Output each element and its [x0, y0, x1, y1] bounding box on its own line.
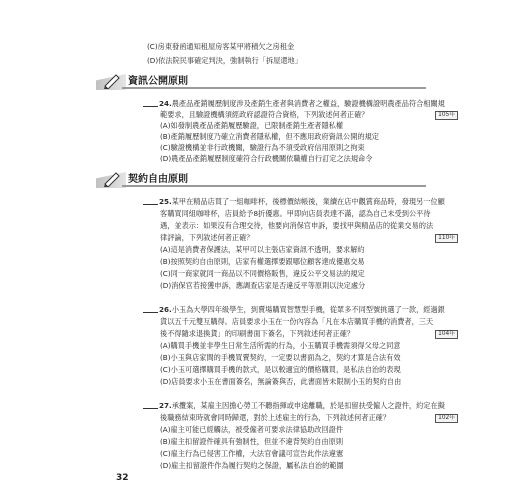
section-header-information-disclosure: [96, 74, 426, 90]
question-27-option-c: (C)雇主行為已侵害工作權，大法官會議可宣告此作法違憲: [160, 449, 344, 458]
question-25-line-2: 客購買同組咖啡杯，店員給予8折優惠。甲即向店員表達不滿，認為自己未受到公平待: [160, 209, 431, 218]
year-tag: 110年: [435, 234, 458, 243]
question-number: 25.: [159, 197, 172, 206]
pen-icon: [102, 73, 122, 89]
question-26-option-d: (D)店員要求小玉在書面簽名，無論簽與否，此書面皆未限制小玉的契約自由: [160, 377, 402, 386]
question-26-option-a: (A)購買手機並非學生日常生活所需的行為，小玉購買手機需須得父母之同意: [160, 341, 401, 350]
question-25-option-c: (C)同一商家就同一商品以不同價格販售，違反公平交易法的規定: [160, 269, 365, 278]
question-24-option-d: (D)農產品產銷履歷制度確符合行政機關依職權自行訂定之法規命令: [160, 154, 373, 163]
answer-blank: [143, 305, 158, 313]
question-26-line-3: 後不得隨求退換貨」的印刷書面下簽名，下列敘述何者正確？: [160, 329, 355, 338]
top-option-c: (C)房東發函通知租屋房客某甲將積欠之房租金: [147, 42, 295, 51]
question-27-line-1: [143, 401, 445, 410]
question-24-line-2: 範要求，且驗證機構須經政府認證符合資格，下列敘述何者正確？: [160, 110, 369, 119]
question-number: 27.: [159, 401, 172, 410]
question-text: 農產品產銷履歷制度涉及產銷生產者與消費者之權益，驗證機構證明農產品符合相關規: [171, 99, 445, 108]
section-title: 契約自由原則: [128, 174, 188, 185]
question-26-line-2: 貨以五千元雙互購得。店員要求小玉在一份內容為「凡在本店購買手機的消費者，三天: [160, 317, 434, 326]
question-27-option-a: (A)雇主可能已經觸法，被受僱者可要求法律協助改回證件: [160, 425, 344, 434]
year-tag: 102年: [435, 414, 458, 423]
question-text: 小玉為大學四年級學生，到賣場購買智慧型手機，從眾多不同型號挑選了一款，經過銀: [171, 305, 445, 314]
answer-blank: [143, 401, 158, 409]
question-25-line-1: [143, 197, 445, 206]
section-rule: [122, 185, 426, 187]
question-25-line-3: 遇，並表示：如果沒有合理交待，他要向消保官申訴，要找甲與精品店的從業交易的法: [160, 221, 434, 230]
top-option-d: (D)依法院民事確定判決，強制執行「拆屋還地」: [147, 56, 302, 65]
page-number: 32: [116, 473, 129, 483]
question-text: 某甲在精品店買了一組咖啡杯，後標價結帳後，業續在店中觀賞商品時，發現另一位顧: [171, 197, 445, 206]
year-tag: 104年: [435, 330, 458, 339]
question-number: 24.: [159, 99, 172, 108]
question-25-option-d: (D)消保官若接獲申訴，應調查店家是否違反平等原則以決定處分: [160, 281, 366, 290]
question-26-option-c: (C)小玉可選擇購買手機的款式，是以較適宜的價格購買，是私法自治的表現: [160, 365, 401, 374]
question-number: 26.: [159, 305, 172, 314]
question-25-option-a: (A)這是消費者保護法，某甲可以主張店家資訊不透明，要求解約: [160, 245, 365, 254]
question-27-option-d: (D)雇主扣留證件作為履行契約之保證，屬私法自治的範圍: [160, 461, 344, 470]
answer-blank: [143, 99, 158, 107]
question-26-option-b: (B)小玉與店家間的手機買賣契約，一定要以書面為之，契約才算是合法有效: [160, 353, 401, 362]
question-25-option-b: (B)按照契約自由原則，店家有權選擇要跟哪位顧客達成優惠交易: [160, 257, 365, 266]
question-text: 承攬案，某雇主因擔心勞工不聽指揮或申途離職，於是扣留扶受僱人之證件，約定在擬: [171, 401, 445, 410]
section-title: 資訊公開原則: [128, 76, 188, 87]
section-header-freedom-of-contract: [96, 172, 426, 188]
section-rule: [122, 87, 426, 89]
question-24-option-c: (C)驗證機構並非行政機關，驗證行為不須受政府信用原則之拘束: [160, 143, 365, 152]
pen-icon: [102, 171, 122, 187]
question-26-line-1: [143, 305, 445, 314]
question-24-option-b: (B)產銷履歷制度乃確立消費者隱私權，但不應用政府資訊公開的規定: [160, 132, 379, 141]
question-24-line-1: [143, 99, 445, 108]
question-27-line-2: 後職務結束時就會同時歸還，對於上述雇主的行為，下列敘述何者正確？: [160, 413, 391, 422]
question-25-line-4: 律評論，下列敘述何者正確？: [160, 233, 254, 242]
question-24-option-a: (A)如發制農產品產銷履歷驗證，已限制產銷生產者隱私權: [160, 121, 344, 130]
question-27-option-b: (B)雇主扣留證件確具有強制性，但並不違背契約自由原則: [160, 437, 344, 446]
answer-blank: [143, 197, 158, 205]
year-tag: 105年: [435, 111, 458, 120]
